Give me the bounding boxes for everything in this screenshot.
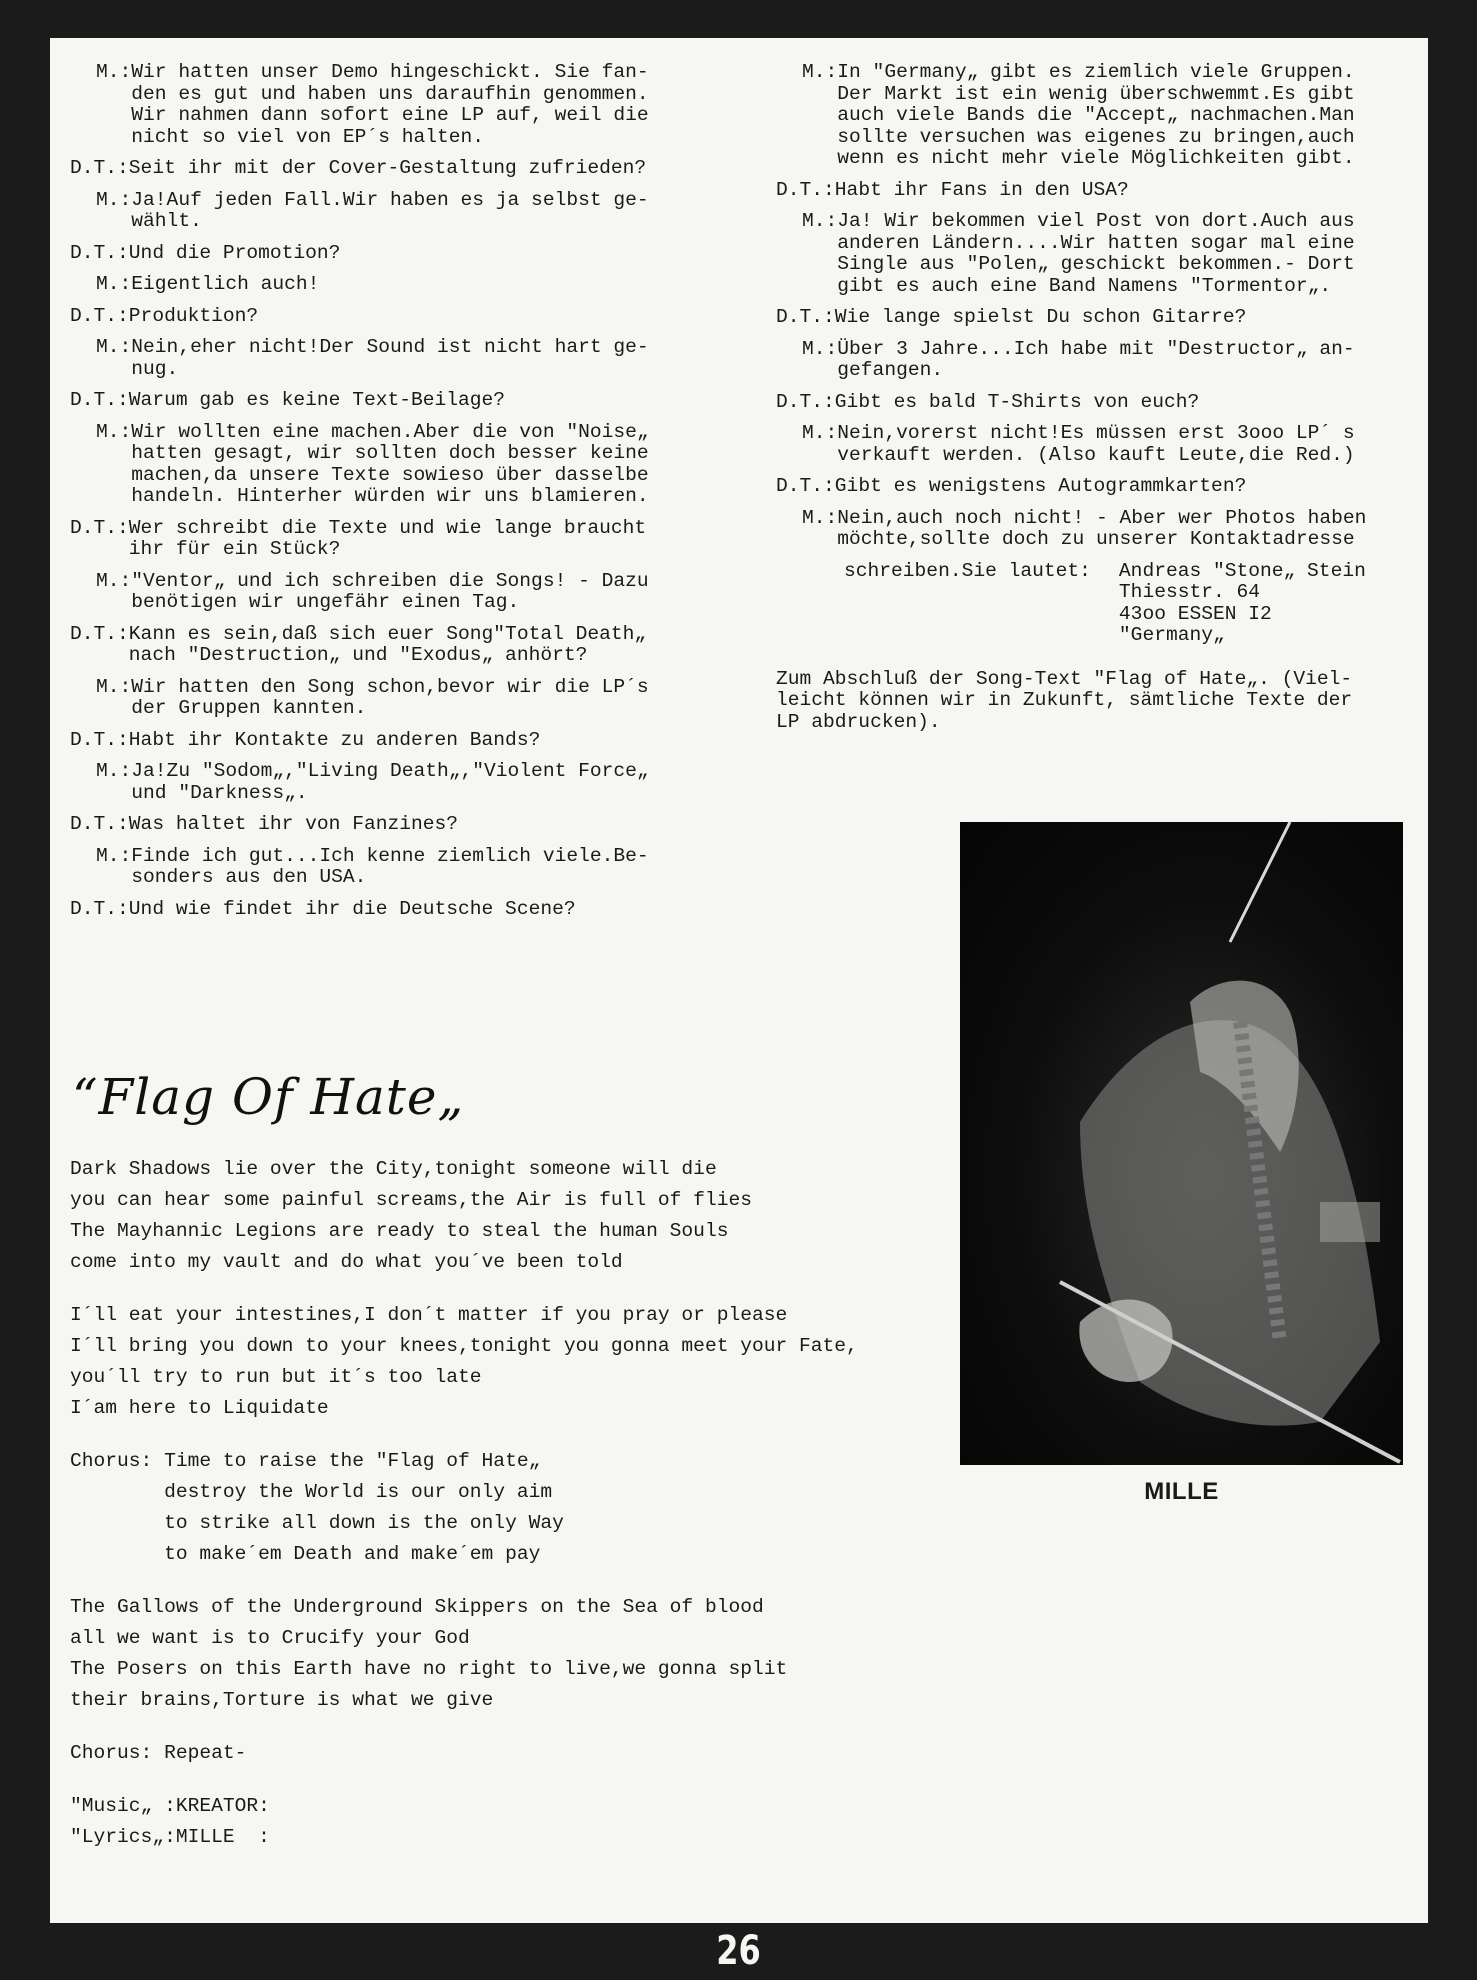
band-member-photo xyxy=(960,822,1403,1465)
speaker-label: M.: xyxy=(802,61,838,83)
song-credits xyxy=(70,1791,950,1853)
interview-entry xyxy=(776,392,1416,414)
interview-text: Und wie findet ihr die Deutsche Scene? xyxy=(128,897,576,920)
song-title: “Flag Of Hate„ xyxy=(72,1068,465,1126)
interview-entry xyxy=(70,518,720,561)
song-lyrics xyxy=(70,1154,950,1853)
page-number: 26 xyxy=(716,1928,761,1974)
address-line: Thiesstr. 64 xyxy=(1118,581,1261,603)
lyric-line: destroy the World is our only aim xyxy=(164,1481,553,1503)
lyric-line: I´am here to Liquidate xyxy=(70,1397,329,1419)
speaker-label: M.: xyxy=(96,760,132,782)
lyric-line: to make´em Death and make´em pay xyxy=(164,1543,541,1565)
interview-text: Nein,eher nicht!Der Sound ist nicht hart ge- nug. xyxy=(131,336,649,380)
interview-text: Finde ich gut...Ich kenne ziemlich viele.Be- sonders aus den USA. xyxy=(131,844,649,888)
speaker-label: M.: xyxy=(96,336,132,358)
interview-text: Wir hatten unser Demo hingeschickt. Sie fan- den es gut und haben uns daraufhin genommen. Wir nahmen dann sofort eine LP auf, weil die nicht so viel von EP´s halten. xyxy=(131,61,649,148)
lyric-line: come into my vault and do what you´ve been told xyxy=(70,1251,623,1273)
speaker-label: D.T.: xyxy=(776,475,835,497)
interview-entry xyxy=(70,243,720,265)
lyric-line: The Posers on this Earth have no right to live,we gonna split xyxy=(70,1658,788,1680)
speaker-label: D.T.: xyxy=(776,306,835,328)
lyric-line: Dark Shadows lie over the City,tonight someone will die xyxy=(70,1158,717,1180)
speaker-label: D.T.: xyxy=(70,304,129,327)
address-label: schreiben.Sie lautet: xyxy=(844,559,1091,582)
interview-entry xyxy=(70,624,720,667)
interview-right-column xyxy=(776,62,1416,733)
speaker-label: M.: xyxy=(96,675,132,698)
interview-text: Nein,auch noch nicht! - Aber wer Photos haben möchte,sollte doch zu unserer Kontaktadresse xyxy=(837,506,1367,550)
interview-text: Wie lange spielst Du schon Gitarre? xyxy=(834,306,1247,328)
interview-text: Habt ihr Kontakte zu anderen Bands? xyxy=(128,728,541,751)
speaker-label: D.T.: xyxy=(70,516,129,539)
chorus xyxy=(70,1446,950,1570)
speaker-label: D.T.: xyxy=(70,241,129,264)
chorus-lines xyxy=(164,1446,564,1570)
chorus-repeat: Chorus: Repeat- xyxy=(70,1742,247,1764)
speaker-label: D.T.: xyxy=(70,622,129,645)
photo-illustration xyxy=(960,822,1403,1465)
interview-text: Gibt es bald T-Shirts von euch? xyxy=(834,390,1200,413)
interview-text: Kann es sein,daß sich euer Song"Total Death„ nach "Destruction„ und "Exodus„ anhört? xyxy=(128,622,647,666)
lyric-line: you´ll try to run but it´s too late xyxy=(70,1366,482,1388)
interview-left-column xyxy=(70,62,720,930)
music-credit: "Music„ :KREATOR: xyxy=(70,1795,270,1817)
interview-entry xyxy=(70,761,720,804)
interview-entry xyxy=(70,274,720,296)
interview-entry xyxy=(776,423,1416,466)
interview-entry xyxy=(70,390,720,412)
interview-entry xyxy=(70,677,720,720)
interview-entry xyxy=(70,306,720,328)
interview-text: Gibt es wenigstens Autogrammkarten? xyxy=(834,475,1247,497)
address-line: 43oo ESSEN I2 xyxy=(1118,602,1272,625)
interview-text: Habt ihr Fans in den USA? xyxy=(834,178,1129,201)
lyric-line: Time to raise the "Flag of Hate„ xyxy=(164,1450,541,1472)
interview-entry xyxy=(776,307,1416,329)
interview-entry xyxy=(776,508,1416,551)
interview-entry xyxy=(70,190,720,233)
interview-text: Seit ihr mit der Cover-Gestaltung zufrieden? xyxy=(128,157,647,179)
speaker-label: M.: xyxy=(802,210,838,232)
interview-entry xyxy=(776,211,1416,297)
interview-text: Ja!Auf jeden Fall.Wir haben es ja selbst ge- wählt. xyxy=(131,188,649,232)
interview-entry xyxy=(70,814,720,836)
interview-text: "Ventor„ und ich schreiben die Songs! - Dazu benötigen wir ungefähr einen Tag. xyxy=(131,569,649,613)
speaker-label: M.: xyxy=(96,569,132,592)
speaker-label: M.: xyxy=(96,420,132,443)
interview-entry xyxy=(776,339,1416,382)
address-line: "Germany„ xyxy=(1118,624,1225,646)
magazine-page xyxy=(50,38,1428,1923)
interview-text: Wir wollten eine machen.Aber die von "Noise„ hatten gesagt, wir sollten doch besser keine machen,da unsere Texte sowieso über dasselbe handeln. Hinterher würden wir uns blamieren. xyxy=(131,420,649,507)
interview-entry xyxy=(70,571,720,614)
lyric-line: I´ll eat your intestines,I don´t matter if you pray or please xyxy=(70,1304,788,1326)
lyric-line: you can hear some painful screams,the Air is full of flies xyxy=(70,1189,752,1211)
speaker-label: M.: xyxy=(96,844,132,867)
closing-note: Zum Abschluß der Song-Text "Flag of Hate„. (Viel- leicht können wir in Zukunft, sämtliche Texte der LP abdrucken). xyxy=(776,667,1353,733)
speaker-label: D.T.: xyxy=(776,178,835,201)
speaker-label: D.T.: xyxy=(70,157,129,179)
lyric-line: all we want is to Crucify your God xyxy=(70,1627,470,1649)
lyric-line: The Gallows of the Underground Skippers on the Sea of blood xyxy=(70,1596,764,1618)
interview-text: Ja! Wir bekommen viel Post von dort.Auch aus anderen Ländern....Wir hatten sogar mal eine Single aus "Polen„ geschickt bekommen.- Dort gibt es auch eine Band Namens "Tormentor„. xyxy=(837,210,1355,297)
interview-entry xyxy=(70,899,720,921)
interview-entry xyxy=(70,422,720,508)
photo-caption: MILLE xyxy=(1144,1478,1219,1505)
address-lines xyxy=(1091,561,1366,647)
interview-text: Produktion? xyxy=(128,304,259,327)
interview-entry xyxy=(776,62,1416,170)
interview-entry xyxy=(70,158,720,180)
interview-text: Und die Promotion? xyxy=(128,241,341,264)
lyric-line: The Mayhannic Legions are ready to steal the human Souls xyxy=(70,1220,729,1242)
speaker-label: M.: xyxy=(96,188,132,211)
speaker-label: D.T.: xyxy=(70,728,129,751)
interview-text: Ja!Zu "Sodom„,"Living Death„,"Violent Force„ und "Darkness„. xyxy=(131,760,649,804)
speaker-label: D.T.: xyxy=(70,897,129,920)
speaker-label: M.: xyxy=(96,273,132,295)
interview-text: Wer schreibt die Texte und wie lange braucht ihr für ein Stück? xyxy=(128,516,647,560)
lyric-line: I´ll bring you down to your knees,tonight you gonna meet your Fate, xyxy=(70,1335,858,1357)
lyrics-credit: "Lyrics„:MILLE : xyxy=(70,1826,270,1848)
interview-right-entries xyxy=(776,62,1416,551)
interview-text: Warum gab es keine Text-Beilage? xyxy=(128,389,506,411)
speaker-label: M.: xyxy=(802,337,838,360)
interview-text: Nein,vorerst nicht!Es müssen erst 3ooo LP´ s verkauft werden. (Also kauft Leute,die Red.) xyxy=(837,422,1355,466)
verse-1 xyxy=(70,1154,950,1278)
interview-text: In "Germany„ gibt es ziemlich viele Gruppen. Der Markt ist ein wenig überschwemmt.Es gibt auch viele Bands die "Accept„ nachmachen.Man sollte versuchen was eigenes zu bringen,auch wenn es nicht mehr viele Möglichkeiten gibt. xyxy=(837,61,1355,169)
interview-entry xyxy=(70,730,720,752)
speaker-label: D.T.: xyxy=(70,389,129,411)
interview-entry xyxy=(776,180,1416,202)
address-line: Andreas "Stone„ Stein xyxy=(1118,559,1366,582)
speaker-label: M.: xyxy=(96,61,132,83)
contact-address xyxy=(776,561,1416,647)
speaker-label: M.: xyxy=(802,506,838,529)
interview-text: Eigentlich auch! xyxy=(131,273,320,295)
interview-entry xyxy=(70,846,720,889)
interview-entry xyxy=(70,62,720,148)
verse-2 xyxy=(70,1300,950,1424)
interview-entry xyxy=(776,476,1416,498)
interview-entry xyxy=(70,337,720,380)
speaker-label: D.T.: xyxy=(70,813,129,835)
lyric-line: to strike all down is the only Way xyxy=(164,1512,564,1534)
verse-3 xyxy=(70,1592,950,1716)
interview-text: Wir hatten den Song schon,bevor wir die LP´s der Gruppen kannten. xyxy=(131,675,649,719)
interview-text: Über 3 Jahre...Ich habe mit "Destructor„ an- gefangen. xyxy=(837,337,1355,381)
chorus-label: Chorus: xyxy=(70,1450,165,1472)
speaker-label: D.T.: xyxy=(776,390,835,413)
lyric-line: their brains,Torture is what we give xyxy=(70,1689,494,1711)
interview-text: Was haltet ihr von Fanzines? xyxy=(128,813,459,835)
speaker-label: M.: xyxy=(802,422,838,444)
